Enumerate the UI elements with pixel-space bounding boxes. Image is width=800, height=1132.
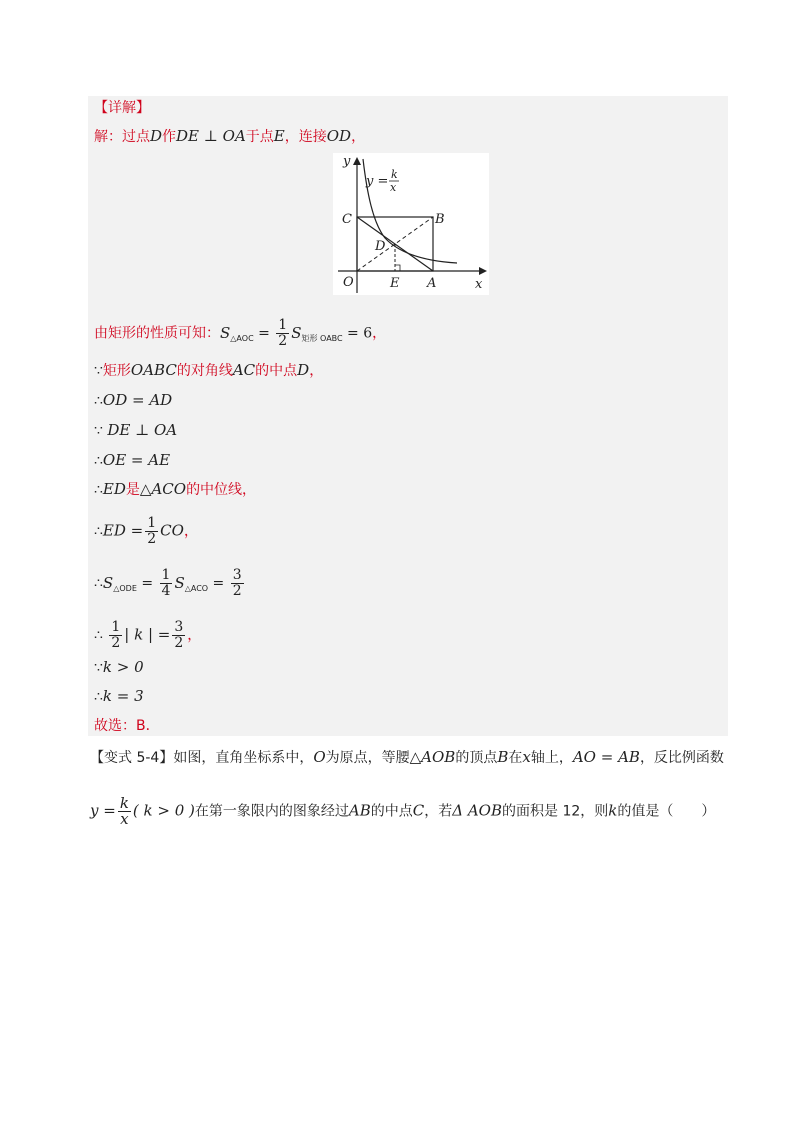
right-angle-mark — [395, 265, 400, 271]
problem-func-frac: $\frac{k}{x}$ — [119, 794, 129, 828]
func-label-k: k — [391, 168, 398, 181]
label-x: x — [475, 277, 483, 292]
solution-heading: 【详解】 — [94, 100, 150, 116]
od-ad-line: ∴OD = AD — [94, 391, 173, 409]
label-e: E — [390, 276, 400, 291]
label-a: A — [427, 276, 437, 291]
func-label-lhs: y = — [366, 174, 389, 189]
ed-half-co-line: ∴ED = $\frac{1}{2}$ CO， — [94, 515, 198, 547]
frac-three-halves: $\frac{3}{2}$ — [232, 567, 242, 599]
k-value-line: ∴k = 3 — [94, 687, 144, 705]
frac-half: $\frac{1}{2}$ — [278, 317, 288, 349]
label-c: C — [342, 212, 352, 227]
problem-line-1: 【变式 5-4】如图，直角坐标系中，O为原点，等腰△AOB的顶点B在x轴上，AO = AB，反比例函数 — [90, 748, 724, 766]
func-label-x: x — [390, 181, 397, 194]
x-axis-arrow-icon — [479, 267, 487, 275]
area-ratio-line: $\therefore S_{\triangle ODE}$ = $\frac{1}{4}$ $S_{\triangle ACO}$ = $\frac{3}{2}$ — [94, 567, 242, 599]
label-y: y — [343, 154, 351, 169]
frac-quarter: $\frac{1}{4}$ — [161, 567, 171, 599]
frac-half-2: $\frac{1}{2}$ — [147, 515, 157, 547]
oe-ae-line: ∴OE = AE — [94, 451, 171, 469]
rect-property-line: 由矩形的性质可知：$S_{\triangle AOC}$ = $\frac{1}{2}$ $S_{矩形 OABC} = 6$， — [94, 317, 387, 349]
label-b: B — [435, 212, 445, 227]
problem-line-2: y = $\frac{k}{x}$ ( k > 0 )在第一象限内的图象经过AB的中点C，若Δ AOB的面积是 12，则k的值是（ ） — [90, 794, 716, 828]
label-d: D — [375, 239, 386, 254]
k-positive-line: ∵k > 0 — [94, 658, 144, 676]
frac-three-halves-2: $\frac{3}{2}$ — [174, 619, 184, 651]
label-o: O — [343, 275, 354, 290]
midpoint-line: ∵矩形OABC的对角线AC的中点D， — [94, 361, 324, 379]
answer-line: 故选：B． — [94, 718, 160, 734]
geometry-figure — [333, 153, 489, 295]
frac-half-3: $\frac{1}{2}$ — [111, 619, 121, 651]
figure-svg — [333, 153, 489, 295]
midline-line: ∴ED是△ACO的中位线， — [94, 480, 257, 498]
y-axis-arrow-icon — [353, 157, 361, 165]
de-perp-line: ∵ DE ⊥ OA — [94, 421, 178, 439]
abs-k-line: ∴ $\frac{1}{2}$ | k | = $\frac{3}{2}$ ， — [94, 619, 202, 651]
solution-intro: 解：过点D作DE ⊥ OA于点E，连接OD， — [94, 127, 366, 145]
